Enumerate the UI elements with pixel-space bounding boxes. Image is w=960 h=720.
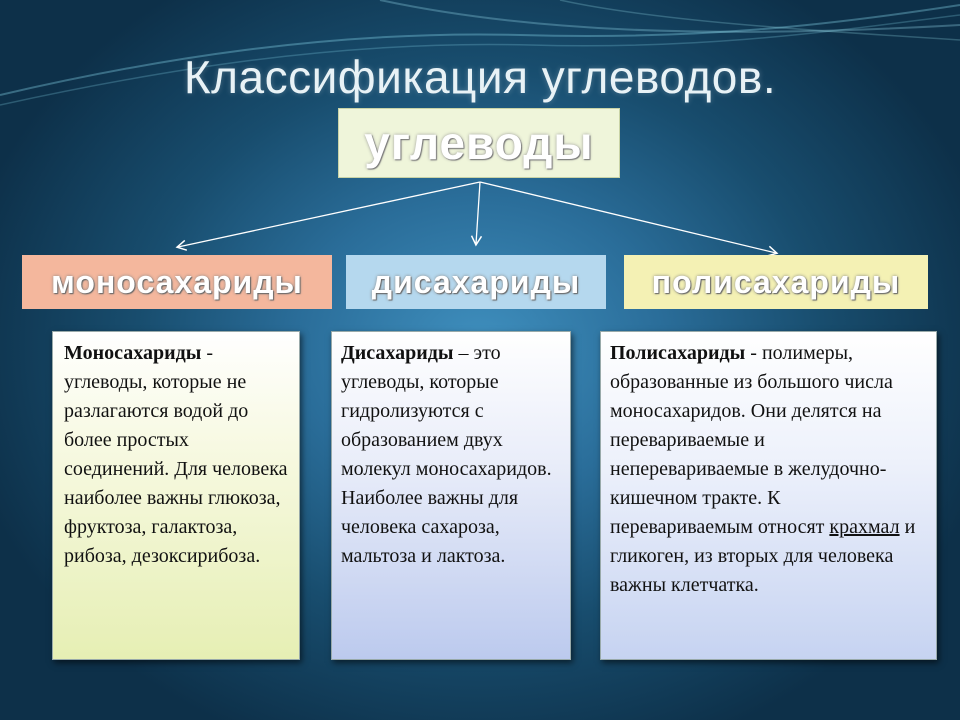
card-monosaccharides <box>52 331 300 660</box>
category-polysaccharides: полисахариды <box>624 255 928 309</box>
arrow-to-disaccharides <box>476 182 480 244</box>
card-definition-tail: и гликоген, из вторых для человека важны клетчатка. <box>610 516 916 596</box>
card-definition: - углеводы, которые не разлагаются водой до более простых соединений. Для человека наиболее важны глюкоза, фруктоза, галактоза, рибоза, дезоксирибоза. <box>64 342 288 567</box>
card-term: Полисахариды <box>610 342 746 364</box>
card-term: Дисахариды <box>341 342 454 364</box>
arrow-to-monosaccharides <box>178 182 480 247</box>
arrow-to-polysaccharides <box>480 182 776 253</box>
card-definition: – это углеводы, которые гидролизуются с образованием двух молекул моносахаридов. Наиболее важны для человека сахароза, мальтоза и лактоза. <box>341 342 552 567</box>
card-underlined-term: крахмал <box>829 516 900 538</box>
card-term: Моносахариды <box>64 342 202 364</box>
category-monosaccharides: моносахариды <box>22 255 332 309</box>
card-polysaccharides <box>600 331 937 660</box>
slide-title: Классификация углеводов. <box>183 51 777 103</box>
category-disaccharides: дисахариды <box>346 255 606 309</box>
root-node-carbohydrates: углеводы <box>338 108 620 178</box>
card-disaccharides <box>331 331 571 660</box>
card-definition: - полимеры, образованные из большого числа моносахаридов. Они делятся на перевариваемые и неперевариваемые в желудочно-кишечном тракте. К перевариваемым относят <box>610 342 893 538</box>
